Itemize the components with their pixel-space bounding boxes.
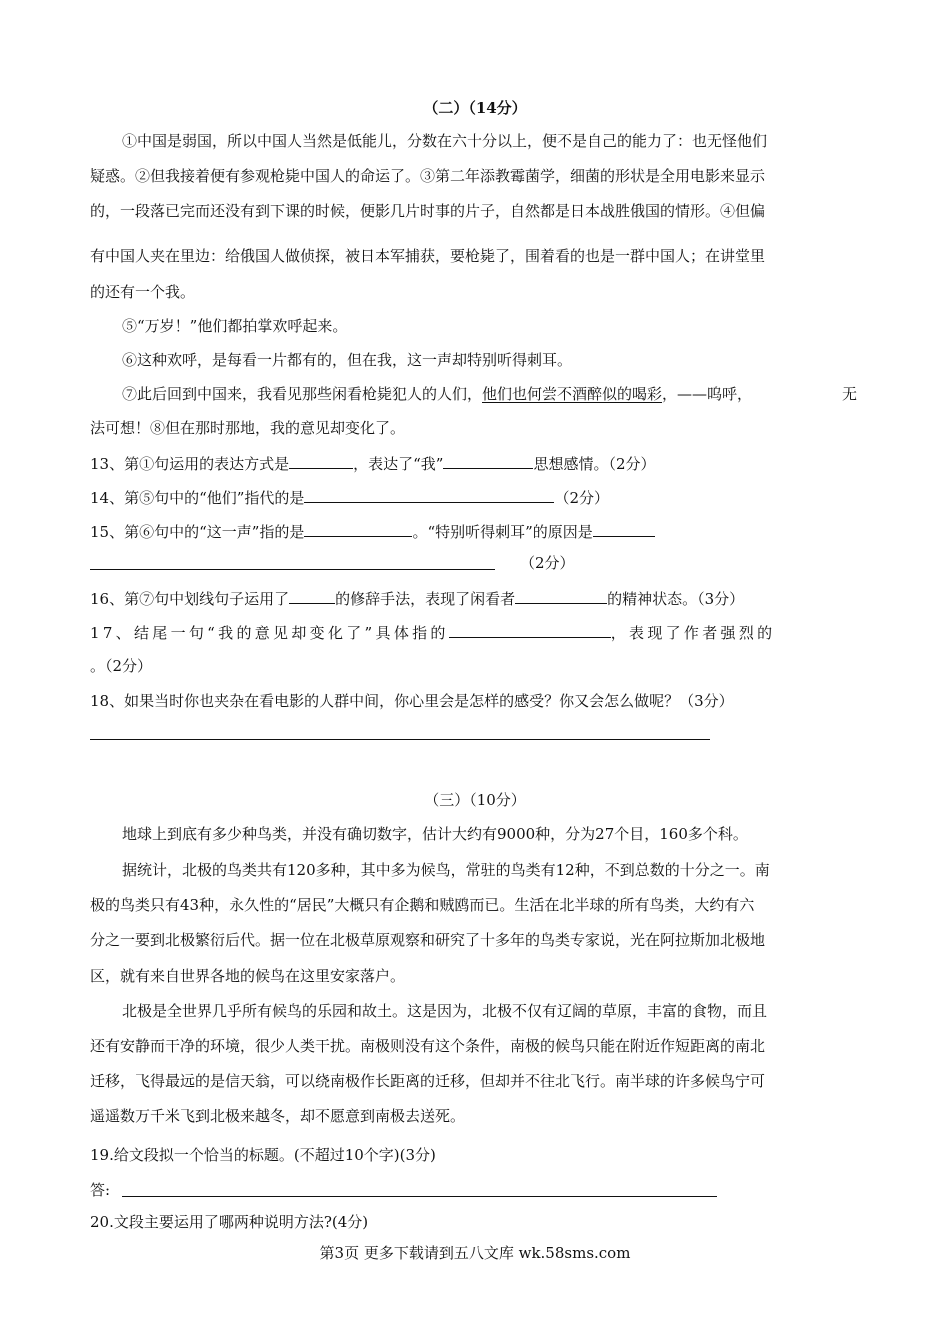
q16-text-a: 16、第⑦句中划线句子运用了 — [90, 590, 290, 608]
s3-paragraph-line: 迁移，飞得最远的是信天翁，可以绕南极作长距离的迁移，但却并不往北飞行。南半球的许多候鸟宁可 — [90, 1072, 766, 1090]
s3-paragraph-line: 还有安静而干净的环境，很少人类干扰。南极则没有这个条件，南极的候鸟只能在附近作短距离的南北 — [90, 1037, 766, 1055]
q13-blank-2[interactable] — [443, 452, 533, 469]
q14-text-a: 14、第⑤句中的“他们”指代的是 — [90, 489, 305, 507]
s2-paragraph-line: 法可想！⑧但在那时那地，我的意见却变化了。 — [90, 419, 406, 437]
question-20: 20.文段主要运用了哪两种说明方法?(4分) — [90, 1213, 369, 1231]
s2-paragraph-line: 疑惑。②但我接着便有参观枪毙中国人的命运了。③第二年添教霉菌学，细菌的形状是全用电影来显示 — [90, 167, 766, 185]
question-14 — [90, 486, 609, 508]
q13-blank-1[interactable] — [289, 452, 353, 469]
s3-paragraph-line: 区，就有来自世界各地的候鸟在这里安家落户。 — [90, 967, 406, 985]
q13-text-a: 13、第①句运用的表达方式是 — [90, 455, 290, 473]
s2-paragraph-line: 的，一段落已完而还没有到下课的时候，便影几片时事的片子，自然都是日本战胜俄国的情形。④但偏 — [90, 202, 766, 220]
q17-blank[interactable] — [449, 621, 611, 638]
s3-paragraph-line: 北极是全世界几乎所有候鸟的乐园和故土。这是因为，北极不仅有辽阔的草原，丰富的食物，而且 — [122, 1002, 768, 1020]
s2-paragraph-line: 有中国人夹在里边：给俄国人做侦探，被日本军捕获，要枪毙了，围着看的也是一群中国人；在讲堂里 — [90, 247, 766, 265]
q15-text-b: 。“特别听得刺耳”的原因是 — [412, 523, 593, 541]
page-footer: 第3页 更多下载请到五八文库 wk.58sms.com — [319, 1244, 631, 1262]
answer-label: 答: — [90, 1181, 111, 1199]
s3-paragraph-line: 极的鸟类只有43种，永久性的“居民”大概只有企鹅和贼鸥而已。生活在北半球的所有鸟类，大约有六 — [90, 896, 755, 914]
q15-answer-line[interactable] — [90, 569, 495, 570]
s2-paragraph-line: ⑥这种欢呼，是每看一片都有的，但在我，这一声却特别听得刺耳。 — [122, 351, 573, 369]
s2-paragraph-line: ⑤“万岁！”他们都拍掌欢呼起来。 — [122, 317, 348, 335]
s3-paragraph-line: 地球上到底有多少种鸟类，并没有确切数字，估计大约有9000种，分为27个目，160多个科。 — [122, 825, 748, 843]
q14-text-b: （2分） — [554, 489, 609, 507]
q17-points: 。（2分） — [90, 657, 153, 675]
question-19: 19.给文段拟一个恰当的标题。(不超过10个字)(3分) — [90, 1146, 436, 1164]
q14-blank[interactable] — [304, 486, 554, 503]
q16-text-c: 的精神状态。（3分） — [607, 590, 745, 608]
s2-paragraph-7 — [122, 384, 752, 404]
p7-before: ⑦此后回到中国来，我看见那些闲看枪毙犯人的人们， — [122, 385, 483, 403]
question-18: 18、如果当时你也夹杂在看电影的人群中间，你心里会是怎样的感受？你又会怎么做呢？（3分） — [90, 692, 734, 710]
q15-text-a: 15、第⑥句中的“这一声”指的是 — [90, 523, 305, 541]
q17-text-a: 17、结尾一句“我的意见却变化了”具体指的 — [90, 624, 449, 642]
q15-blank-2[interactable] — [593, 520, 655, 537]
q13-text-c: 思想感情。（2分） — [533, 455, 656, 473]
question-15 — [90, 520, 655, 542]
q15-points: （2分） — [520, 554, 575, 572]
underlined-sentence: 他们也何尝不酒醉似的喝彩 — [482, 385, 663, 403]
question-17 — [90, 621, 775, 643]
section-3-title: （三）（10分） — [424, 791, 526, 809]
q15-blank-1[interactable] — [304, 520, 412, 537]
question-13 — [90, 452, 655, 474]
question-16 — [90, 587, 744, 609]
s2-paragraph-line: 的还有一个我。 — [90, 283, 196, 301]
q16-text-b: 的修辞手法，表现了闲看者 — [335, 590, 516, 608]
s3-paragraph-line: 遥遥数万千米飞到北极来越冬，却不愿意到南极去送死。 — [90, 1107, 466, 1125]
q17-text-b: ，表现了作者强烈的 — [610, 624, 776, 642]
q19-answer-line[interactable] — [122, 1196, 717, 1197]
s3-paragraph-line: 分之一要到北极繁衍后代。据一位在北极草原观察和研究了十多年的鸟类专家说，光在阿拉斯加北极地 — [90, 931, 766, 949]
q13-text-b: ，表达了“我” — [353, 455, 444, 473]
q16-blank-2[interactable] — [515, 587, 607, 604]
p7-end: 无 — [842, 385, 858, 403]
s3-paragraph-line: 据统计，北极的鸟类共有120多种，其中多为候鸟，常驻的鸟类有12种，不到总数的十分之一。南 — [122, 861, 770, 879]
section-2-title: （二）（14分） — [423, 99, 527, 117]
s2-paragraph-line: ①中国是弱国，所以中国人当然是低能儿，分数在六十分以上，便不是自己的能力了：也无怪他们 — [122, 132, 768, 150]
q18-answer-line[interactable] — [90, 739, 710, 740]
p7-after: ，——呜呼， — [662, 385, 753, 403]
q16-blank-1[interactable] — [289, 587, 335, 604]
